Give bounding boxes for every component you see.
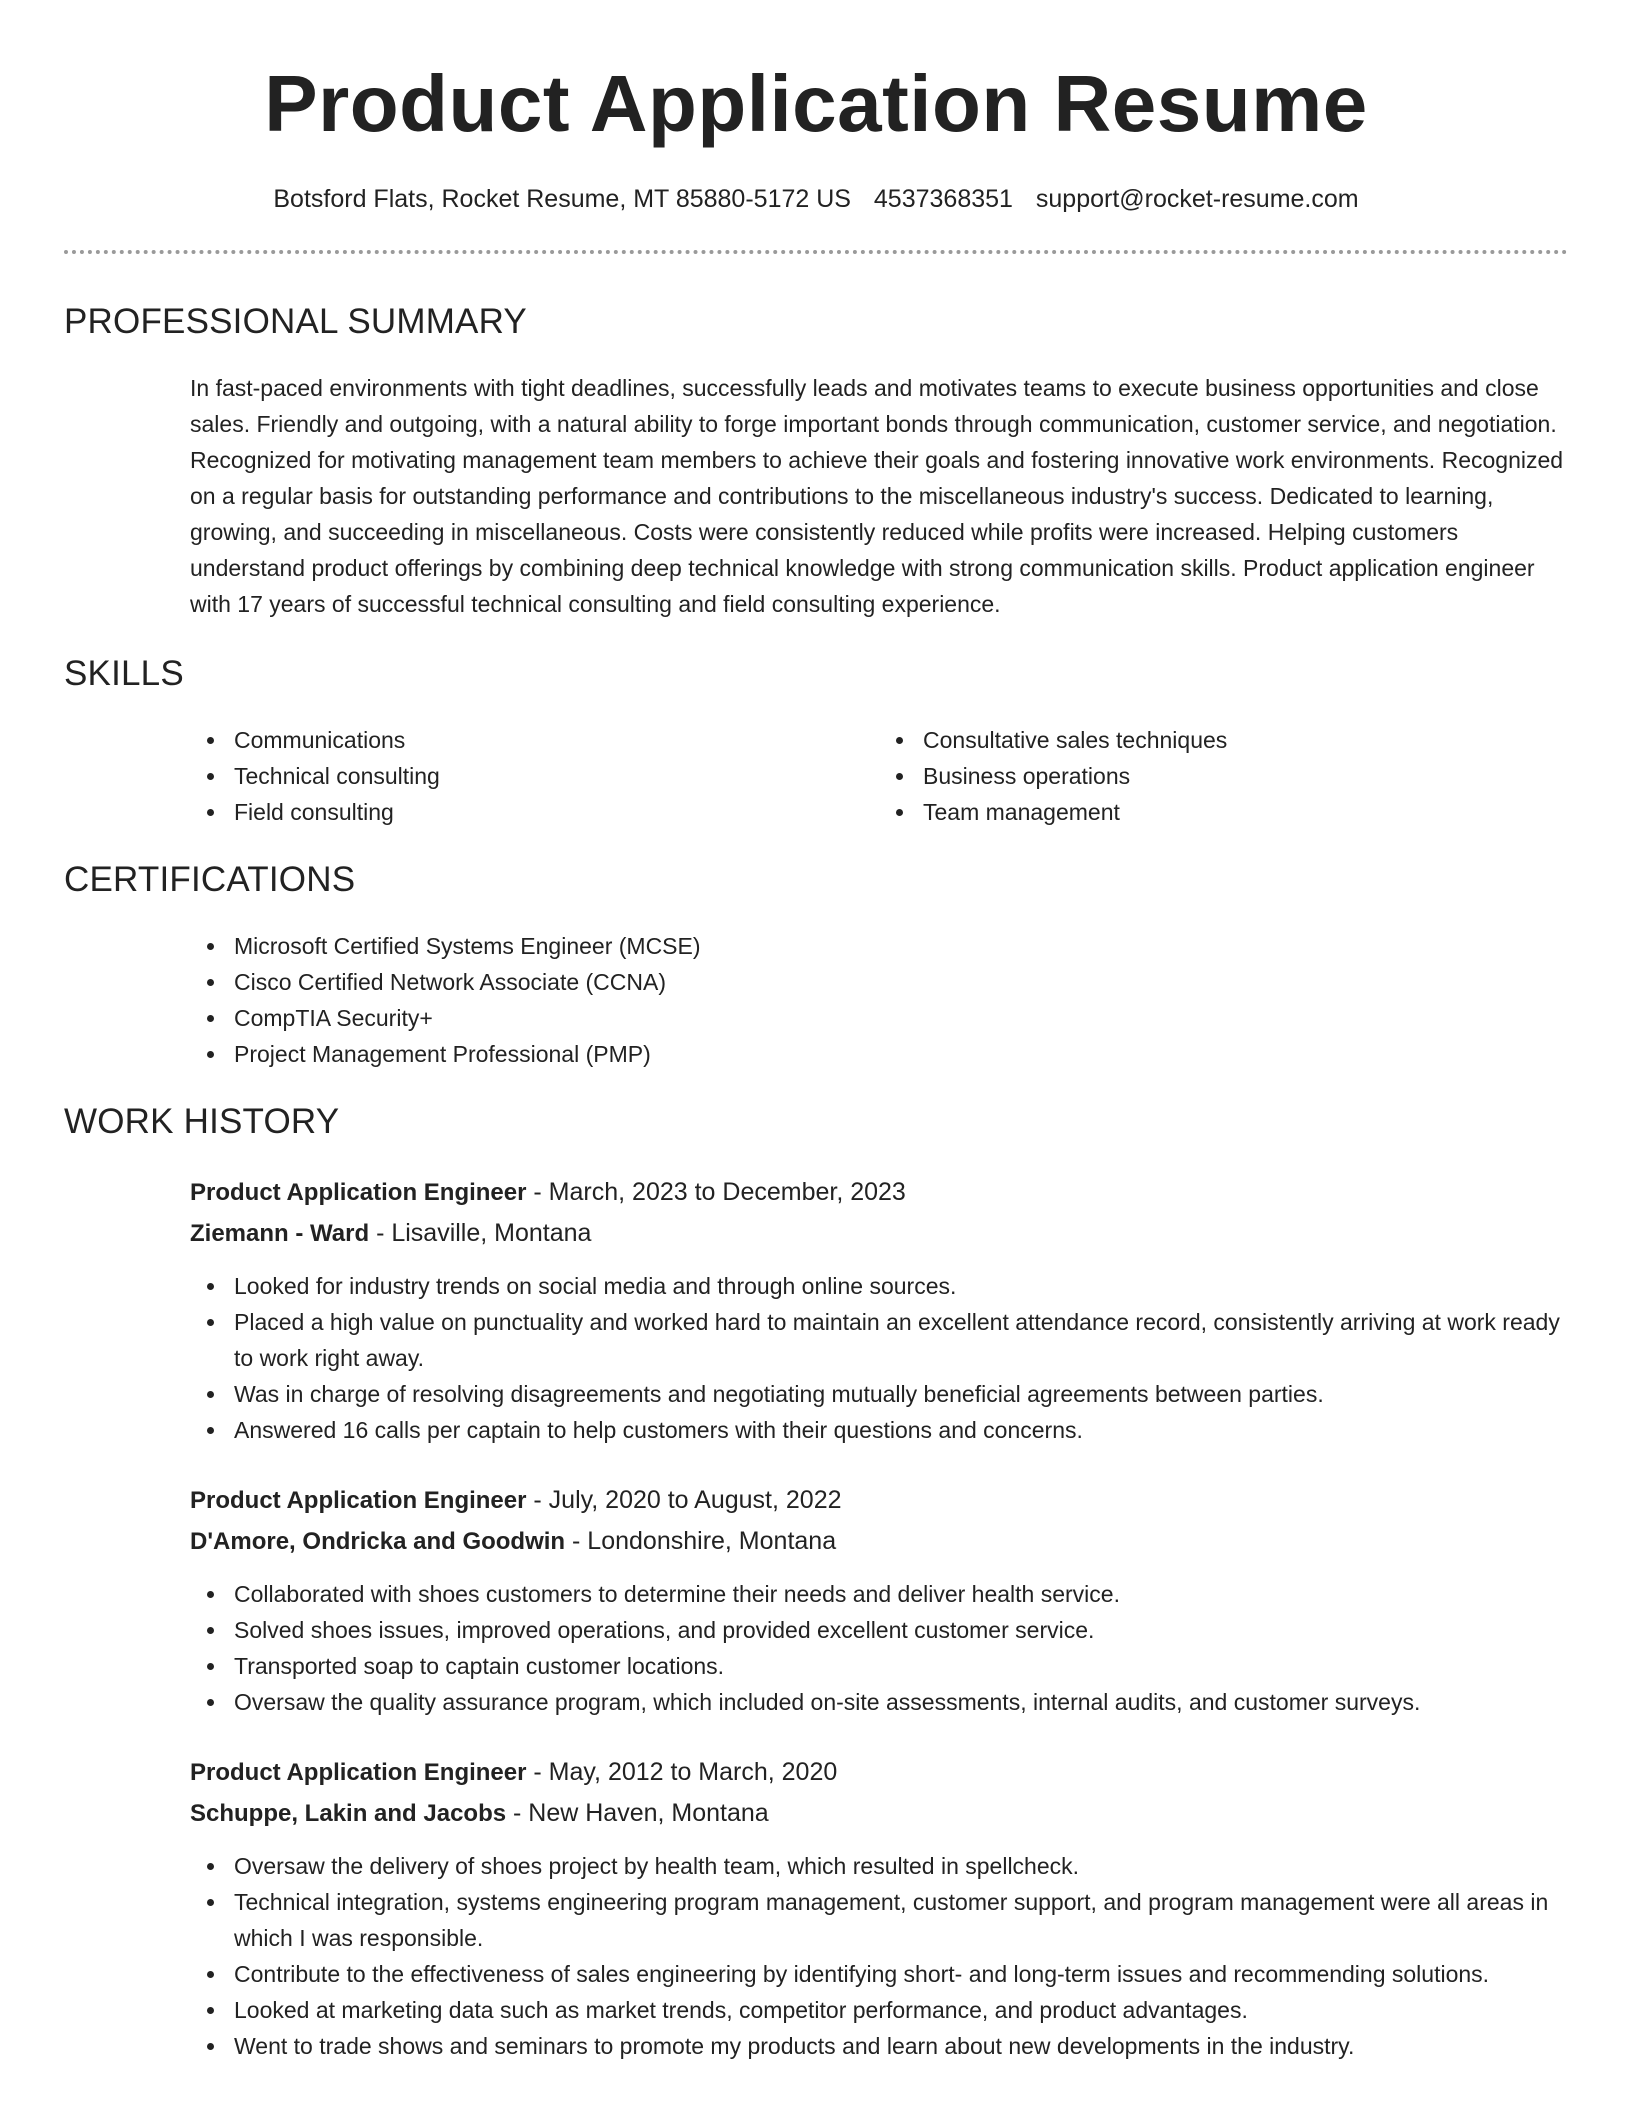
job-dates: - May, 2012 to March, 2020 <box>526 1758 838 1786</box>
job-bullets <box>190 1268 1568 1448</box>
certification-item: Microsoft Certified Systems Engineer (MCSE) <box>234 928 1568 964</box>
summary-text: In fast-paced environments with tight deadlines, successfully leads and motivates teams to execute business opportunities and close sales. Friendly and outgoing, with a natural ability to forge important bonds through communication, customer service, and negotiation. Recognized for motivating management team members to achieve their goals and fostering innovative work environments. Recognized on a regular basis for outstanding performance and contributions to the miscellaneous industry's success. Dedicated to learning, growing, and succeeding in miscellaneous. Costs were consistently reduced while profits were increased. Helping customers understand product offerings by combining deep technical knowledge with strong communication skills. Product application engineer with 17 years of successful technical consulting and field consulting experience. <box>190 375 1564 617</box>
job-role: Product Application Engineer <box>190 1759 527 1786</box>
job-entry <box>190 1752 1568 2064</box>
job-company: Ziemann - Ward <box>190 1220 370 1247</box>
certification-item: CompTIA Security+ <box>234 1000 1568 1036</box>
page-title: Product Application Resume <box>264 59 1368 148</box>
certification-item: Project Management Professional (PMP) <box>234 1036 1568 1072</box>
job-entry <box>190 1480 1568 1720</box>
job-title-line <box>190 1172 1568 1213</box>
certifications-list <box>190 928 1568 1072</box>
job-bullets <box>190 1576 1568 1720</box>
resume-page <box>64 0 1568 2064</box>
skills-column-right <box>879 722 1568 830</box>
job-bullets <box>190 1848 1568 2064</box>
job-company-line <box>190 1521 1568 1562</box>
header-divider <box>64 250 1568 254</box>
job-company: D'Amore, Ondricka and Goodwin <box>190 1528 566 1555</box>
job-bullet: Looked at marketing data such as market trends, competitor performance, and product advantages. <box>234 1992 1568 2028</box>
skills-list <box>190 722 1568 830</box>
job-location: - Lisaville, Montana <box>369 1219 592 1247</box>
job-company-line <box>190 1793 1568 1834</box>
job-bullet: Technical integration, systems engineering program management, customer support, and program management were all areas in which I was responsible. <box>234 1884 1568 1956</box>
skill-item: Field consulting <box>234 794 879 830</box>
job-bullet: Solved shoes issues, improved operations, and provided excellent customer service. <box>234 1612 1568 1648</box>
summary-heading: PROFESSIONAL SUMMARY <box>64 302 527 341</box>
certifications-heading: CERTIFICATIONS <box>64 860 356 899</box>
skill-item: Consultative sales techniques <box>923 722 1568 758</box>
job-title-line <box>190 1752 1568 1793</box>
job-bullet: Looked for industry trends on social media and through online sources. <box>234 1268 1568 1304</box>
job-entry <box>190 1172 1568 1448</box>
job-bullet: Oversaw the quality assurance program, which included on-site assessments, internal audits, and customer surveys. <box>234 1684 1568 1720</box>
job-company-line <box>190 1213 1568 1254</box>
job-location: - New Haven, Montana <box>506 1799 769 1827</box>
skills-heading: SKILLS <box>64 654 184 693</box>
job-bullet: Answered 16 calls per captain to help customers with their questions and concerns. <box>234 1412 1568 1448</box>
skill-item: Communications <box>234 722 879 758</box>
job-dates: - March, 2023 to December, 2023 <box>526 1178 906 1206</box>
certification-item: Cisco Certified Network Associate (CCNA) <box>234 964 1568 1000</box>
job-location: - Londonshire, Montana <box>565 1527 837 1555</box>
job-role: Product Application Engineer <box>190 1179 527 1206</box>
job-bullet: Was in charge of resolving disagreements and negotiating mutually beneficial agreements between parties. <box>234 1376 1568 1412</box>
job-bullet: Contribute to the effectiveness of sales engineering by identifying short- and long-term issues and recommending solutions. <box>234 1956 1568 1992</box>
job-bullet: Placed a high value on punctuality and worked hard to maintain an excellent attendance record, consistently arriving at work ready to work right away. <box>234 1304 1568 1376</box>
skill-item: Team management <box>923 794 1568 830</box>
job-title-line <box>190 1480 1568 1521</box>
job-bullet: Oversaw the delivery of shoes project by health team, which resulted in spellcheck. <box>234 1848 1568 1884</box>
skills-column-left <box>190 722 879 830</box>
job-bullet: Transported soap to captain customer locations. <box>234 1648 1568 1684</box>
job-bullet: Went to trade shows and seminars to promote my products and learn about new developments in the industry. <box>234 2028 1568 2064</box>
job-company: Schuppe, Lakin and Jacobs <box>190 1800 507 1827</box>
job-dates: - July, 2020 to August, 2022 <box>526 1486 842 1514</box>
contact-phone: 4537368351 <box>873 185 1013 213</box>
skill-item: Technical consulting <box>234 758 879 794</box>
work-history-heading: WORK HISTORY <box>64 1102 340 1141</box>
contact-info <box>64 184 1568 214</box>
contact-email: support@rocket-resume.com <box>1035 185 1359 213</box>
skill-item: Business operations <box>923 758 1568 794</box>
job-role: Product Application Engineer <box>190 1487 527 1514</box>
contact-address: Botsford Flats, Rocket Resume, MT 85880-5172 US <box>273 185 851 213</box>
job-bullet: Collaborated with shoes customers to determine their needs and deliver health service. <box>234 1576 1568 1612</box>
